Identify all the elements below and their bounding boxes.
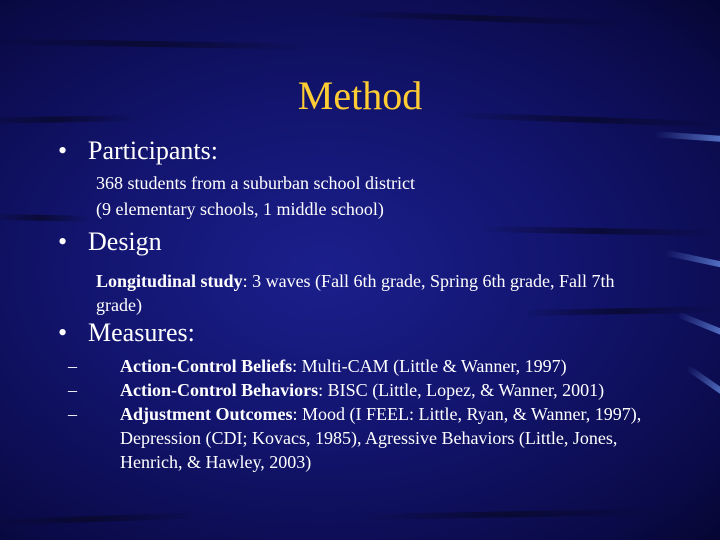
- background-highlight: [685, 365, 720, 396]
- design-term: Longitudinal study: [96, 271, 243, 291]
- dash-icon: –: [68, 404, 77, 424]
- dash-icon: –: [68, 380, 77, 400]
- bullet-participants-heading: Participants:: [88, 136, 218, 165]
- list-item: [68, 378, 678, 402]
- measure-term: Action-Control Beliefs: [120, 356, 293, 376]
- bullet-icon: •: [58, 136, 68, 165]
- list-item: [68, 354, 678, 378]
- participants-line-1: 368 students from a suburban school district: [96, 173, 415, 193]
- bullet-design: [58, 227, 162, 257]
- list-item: [68, 402, 678, 474]
- measure-text: : BISC (Little, Lopez, & Wanner, 2001): [318, 380, 605, 400]
- background-streak: [0, 214, 90, 222]
- bullet-measures: [58, 318, 195, 348]
- measure-text: : Mood (I FEEL: Little, Ryan, & Wanner, 1997), Depression (CDI; Kovacs, 1985), Agressive Behaviors (Little, Jones, Henrich, & Hawley, 2003): [120, 404, 642, 472]
- measure-text: : Multi-CAM (Little & Wanner, 1997): [292, 356, 567, 376]
- dash-icon: –: [68, 356, 77, 376]
- background-highlight: [665, 250, 720, 268]
- bullet-icon: •: [58, 318, 68, 347]
- measures-list: [68, 354, 678, 474]
- background-streak: [0, 512, 200, 526]
- design-description: [96, 269, 656, 317]
- bullet-icon: •: [58, 227, 68, 256]
- background-highlight: [654, 131, 720, 142]
- background-streak: [330, 10, 630, 26]
- bullet-measures-heading: Measures:: [88, 318, 195, 347]
- background-streak: [0, 38, 310, 50]
- background-highlight: [677, 311, 720, 335]
- measure-term: Adjustment Outcomes: [120, 404, 293, 424]
- background-streak: [360, 509, 660, 520]
- background-streak: [480, 226, 720, 236]
- design-text: : 3 waves (Fall 6th grade, Spring 6th grade, Fall 7th grade): [96, 271, 615, 315]
- bullet-participants: [58, 136, 218, 166]
- participants-line-2: (9 elementary schools, 1 middle school): [96, 199, 384, 219]
- slide-title: Method: [297, 73, 423, 118]
- bullet-design-heading: Design: [88, 227, 162, 256]
- measure-term: Action-Control Behaviors: [120, 380, 319, 400]
